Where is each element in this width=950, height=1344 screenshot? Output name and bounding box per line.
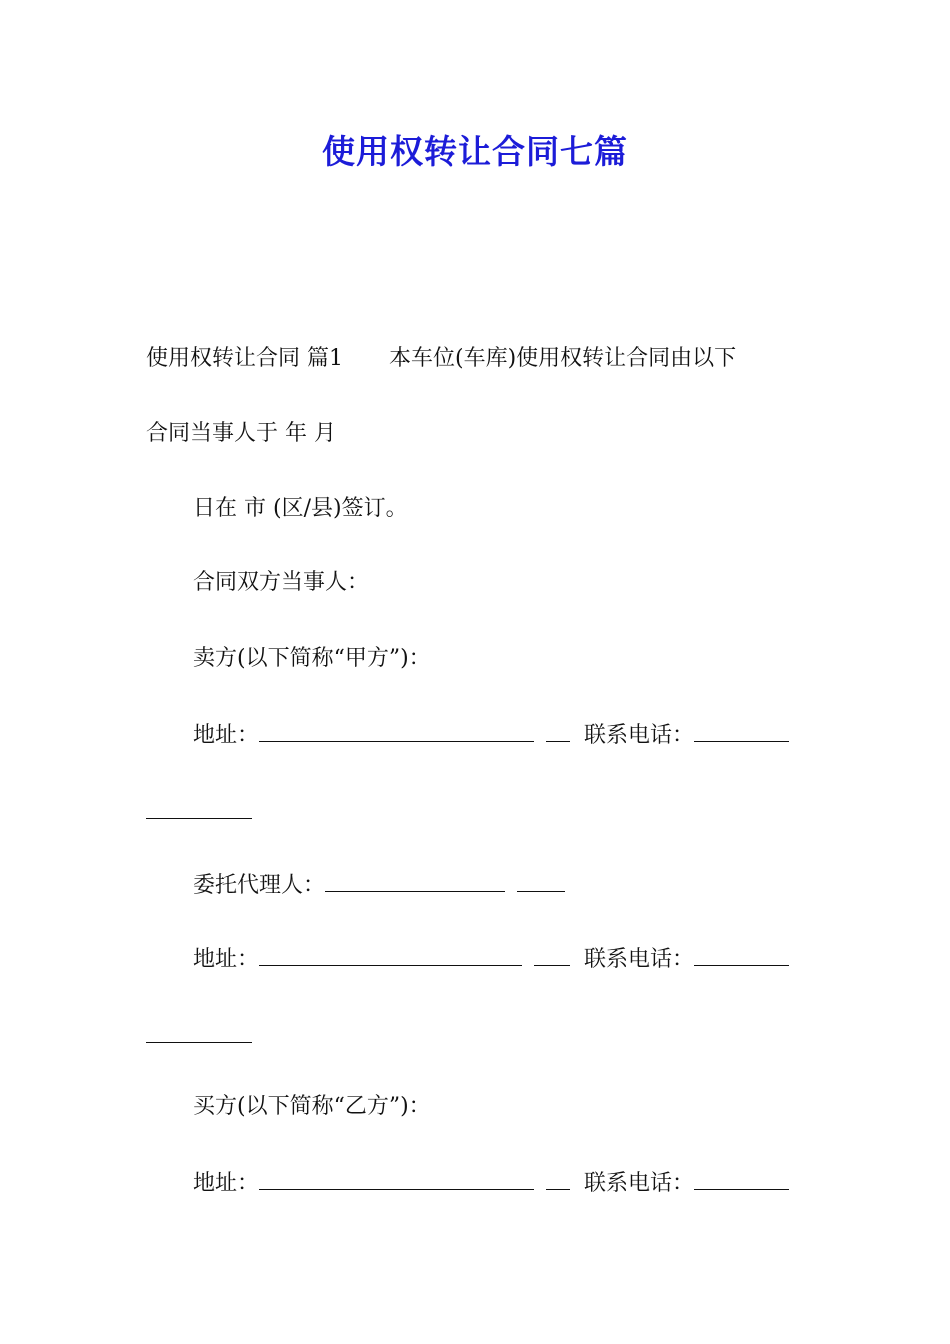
seller-agent-blank-2[interactable] [517,867,565,892]
buyer-address-line [193,1165,789,1200]
agent-phone-label: 联系电话： [584,947,695,972]
seller-phone-blank[interactable] [694,717,789,742]
buyer-label: 买方(以下简称“乙方”)： [193,1094,431,1119]
agent-address-line [193,941,789,976]
buyer-phone-label: 联系电话： [584,1171,695,1196]
seller-label: 卖方(以下简称“甲方”)： [193,646,431,671]
agent-phone-blank[interactable] [694,941,789,966]
seller-phone-label: 联系电话： [584,723,695,748]
article-heading: 使用权转让合同 篇1 [146,346,343,371]
seller-address-blank[interactable] [259,717,534,742]
agent-address-label: 地址： [193,947,260,972]
article-heading-line [146,343,736,375]
intro-line-3: 日在 市 (区/县)签订。 [193,496,408,521]
agent-address-blank[interactable] [259,941,522,966]
seller-address-line [193,717,789,752]
buyer-address-blank[interactable] [259,1165,534,1190]
seller-address-blank-2[interactable] [546,717,570,742]
seller-agent-line [193,867,565,902]
intro-text-1: 本车位(车库)使用权转让合同由以下 [389,346,737,371]
intro-line-2: 合同当事人于 年 月 [146,421,336,446]
seller-agent-label: 委托代理人： [193,873,326,898]
seller-address-label: 地址： [193,723,260,748]
buyer-address-label: 地址： [193,1171,260,1196]
seller-phone-blank-continued[interactable] [146,818,252,819]
buyer-phone-blank[interactable] [694,1165,789,1190]
document-title: 使用权转让合同七篇 [322,132,628,171]
buyer-address-blank-2[interactable] [546,1165,570,1190]
seller-agent-blank[interactable] [325,867,505,892]
agent-phone-blank-continued[interactable] [146,1042,252,1043]
parties-label: 合同双方当事人： [193,570,370,595]
agent-address-blank-2[interactable] [534,941,570,966]
